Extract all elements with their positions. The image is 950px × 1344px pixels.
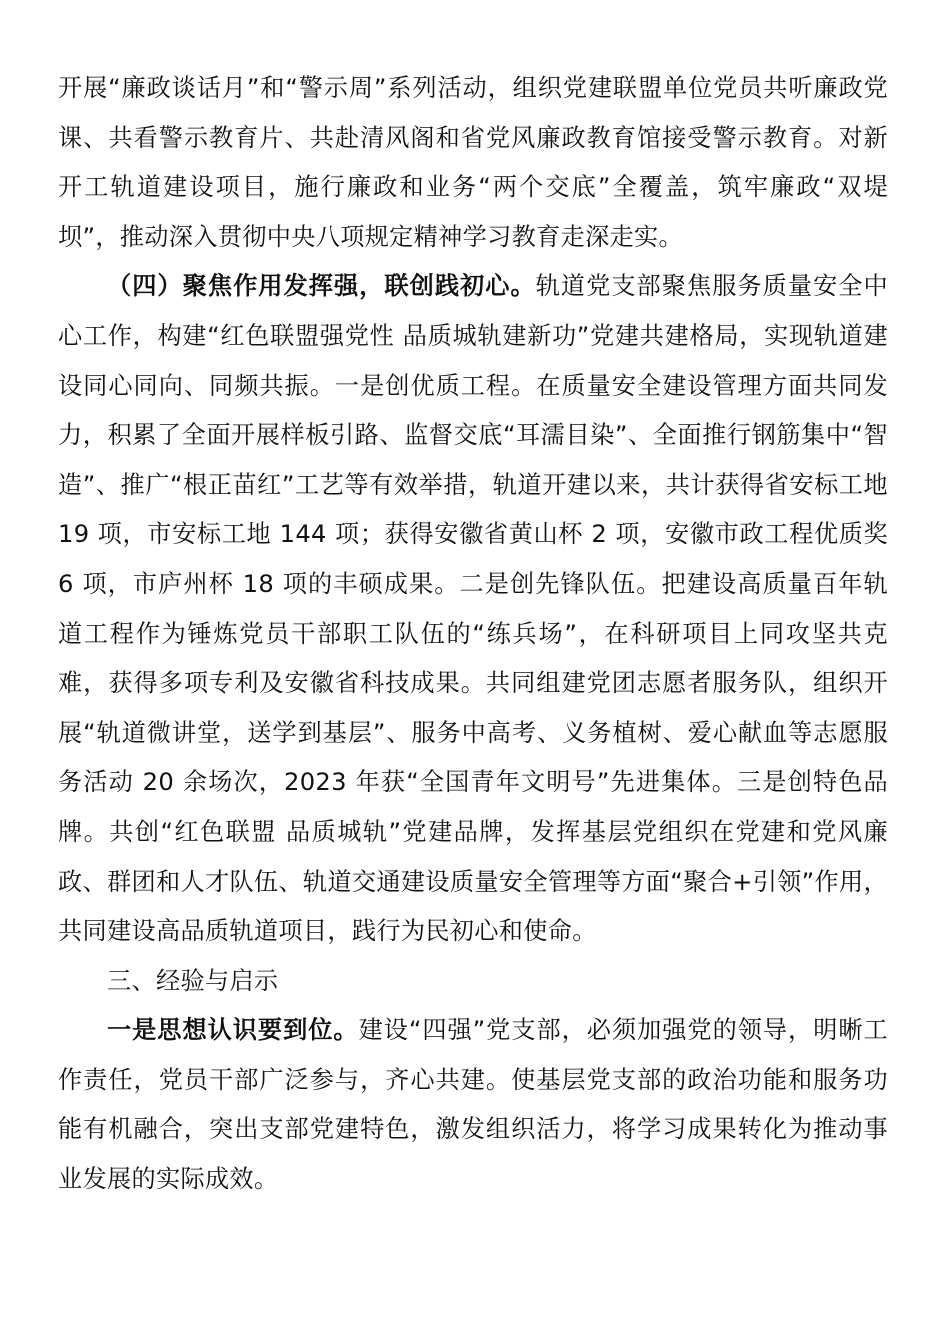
document-page [58,64,888,1205]
paragraph-text: 建设“四强”党支部，必须加强党的领导，明晰工作责任，党员干部广泛参与，齐心共建。使基层党支部的政治功能和服务功能有机融合，突出支部党建特色，激发组织活力，将学习成果转化为推动事业发展的实际成效。 [58,1016,888,1194]
paragraph-text: 开展“廉政谈话月”和“警示周”系列活动，组织党建联盟单位党员共听廉政党课、共看警示教育片、共赴清风阁和省党风廉政教育馆接受警示教育。对新开工轨道建设项目，施行廉政和业务“两个交底”全覆盖，筑牢廉政“双堤坝”，推动深入贯彻中央八项规定精神学习教育走深走实。 [58,74,888,251]
paragraph-ideology [58,1006,888,1204]
paragraph-section-four [58,262,888,956]
paragraph-integrity-activities [58,64,888,262]
section-heading-experience: 三、经验与启示 [107,966,279,995]
paragraph-lead-heading: （四）聚焦作用发挥强，联创践初心。 [107,272,536,301]
paragraph-text: 轨道党支部聚焦服务质量安全中心工作，构建“红色联盟强党性 品质城轨建新功”党建共建格局，实现轨道建设同心同向、同频共振。一是创优质工程。在质量安全建设管理方面共同发力，积累了全面开展样板引路、监督交底“耳濡目染”、全面推行钢筋集中“智造”、推广“根正苗红”工艺等有效举措，轨道开建以来，共计获得省安标工地 19 项，市安标工地 144 项；获得安徽省黄山杯 2 项，安徽市政工程优质奖 6 项，市庐州杯 18 项的丰硕成果。二是创先锋队伍。把建设高质量百年轨道工程作为锤炼党员干部职工队伍的“练兵场”，在科研项目上同攻坚共克难，获得多项专利及安徽省科技成果。共同组建党团志愿者服务队，组织开展“轨道微讲堂，送学到基层”、服务中高考、义务植树、爱心献血等志愿服务活动 20 余场次，2023 年获“全国青年文明号”先进集体。三是创特色品牌。共创“红色联盟 品质城轨”党建品牌，发挥基层党组织在党建和党风廉政、群团和人才队伍、轨道交通建设质量安全管理等方面“聚合+引领”作用，共同建设高品质轨道项目，践行为民初心和使命。 [58,272,888,946]
paragraph-lead-heading: 一是思想认识要到位。 [107,1016,359,1045]
